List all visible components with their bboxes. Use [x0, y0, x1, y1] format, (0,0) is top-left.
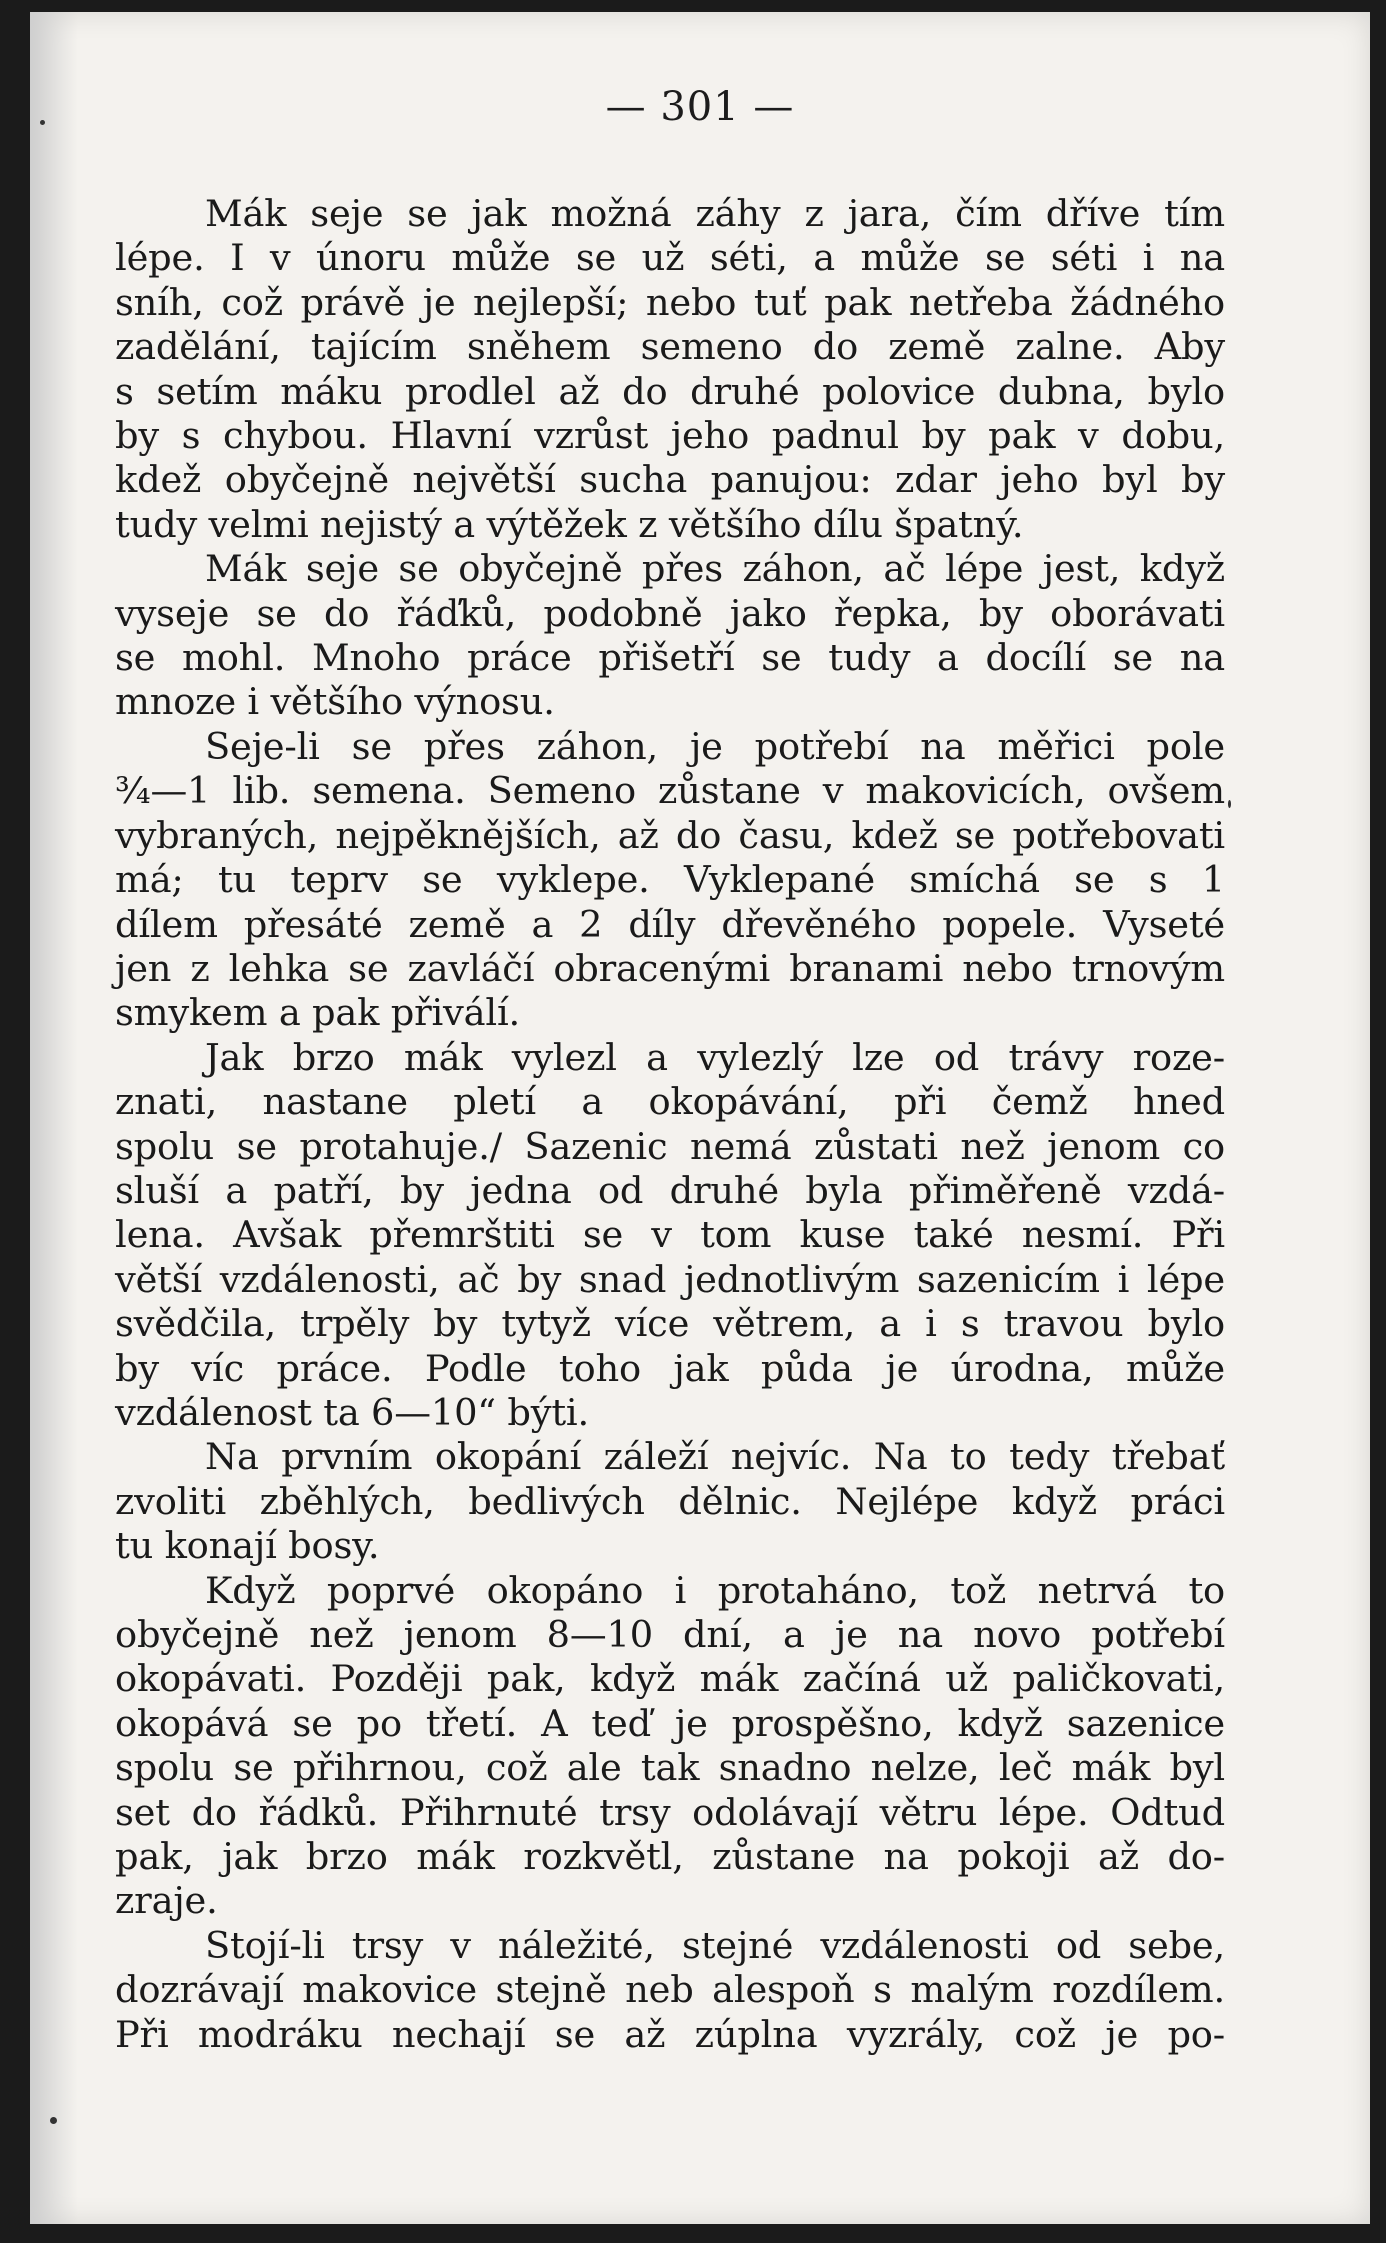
- paper-speck: [50, 2117, 57, 2124]
- text-line: Mák seje se obyčejně přes záhon, ač lépe jest, když: [205, 547, 1225, 591]
- text-line: tudy velmi nejistý a výtěžek z většího dílu špatný.: [115, 502, 1024, 546]
- text-line: by s chybou. Hlavní vzrůst jeho padnul by pak v dobu,: [115, 414, 1225, 458]
- text-line: Při modráku nechají se až zúplna vyzrály, což je po-: [115, 2012, 1225, 2056]
- text-line: vybraných, nejpěknějších, až do času, kdež se potřebovati: [115, 813, 1225, 857]
- text-line: znati, nastane pletí a okopávání, při čemž hned: [115, 1080, 1225, 1124]
- body-text: [115, 192, 1225, 2057]
- text-line: dozrávají makovice stejně neb alespoň s malým rozdílem.: [115, 1968, 1225, 2012]
- text-line: kdež obyčejně největší sucha panujou: zdar jeho byl by: [115, 458, 1225, 502]
- text-line: větší vzdálenosti, ač by snad jednotlivým sazenicím i lépe: [115, 1257, 1225, 1301]
- text-line: mnoze i většího výnosu.: [115, 680, 555, 724]
- text-line: okopávati. Později pak, když mák začíná už paličkovati,: [115, 1657, 1225, 1701]
- text-line: by víc práce. Podle toho jak půda je úrodna, může: [115, 1346, 1225, 1390]
- text-line: má; tu teprv se vyklepe. Vyklepané smíchá se s 1: [115, 858, 1225, 902]
- paper-speck: [40, 120, 45, 125]
- text-line: lena. Avšak přemrštiti se v tom kuse také nesmí. Při: [115, 1213, 1225, 1257]
- paragraph: [115, 192, 1225, 547]
- text-line: spolu se protahuje./ Sazenic nemá zůstati než jenom co: [115, 1124, 1225, 1168]
- text-line: sluší a patří, by jedna od druhé byla přiměřeně vzdá-: [115, 1168, 1225, 1212]
- paragraph: [115, 725, 1225, 1036]
- text-line: s setím máku prodlel až do druhé polovice dubna, bylo: [115, 369, 1225, 413]
- text-line: okopává se po třetí. A teď je prospěšno, když sazenice: [115, 1701, 1225, 1745]
- page-number: — 301 —: [605, 84, 795, 130]
- paragraph: [115, 1036, 1225, 1436]
- text-line: vzdálenost ta 6—10“ býti.: [115, 1390, 589, 1434]
- page-edge-shadow: [30, 12, 78, 2224]
- text-line: lépe. I v únoru může se už séti, a může se séti i na: [115, 236, 1225, 280]
- text-line: jen z lehka se zavláčí obracenými branami nebo trnovým: [115, 946, 1225, 990]
- text-line: Na prvním okopání záleží nejvíc. Na to tedy třebať: [205, 1435, 1225, 1479]
- text-line: spolu se přihrnou, což ale tak snadno nelze, leč mák byl: [115, 1746, 1225, 1790]
- text-line: Stojí-li trsy v náležité, stejné vzdálenosti od sebe,: [205, 1923, 1225, 1967]
- text-line: zadělání, tajícím sněhem semeno do země zalne. Aby: [115, 325, 1225, 369]
- text-line: ¾—1 lib. semena. Semeno zůstane v makovicích, ovšem: [115, 769, 1225, 813]
- paragraph: [115, 1435, 1225, 1568]
- text-line: obyčejně než jenom 8—10 dní, a je na novo potřebí: [115, 1613, 1225, 1656]
- book-page: [30, 12, 1370, 2224]
- text-line: tu konají bosy.: [115, 1524, 380, 1568]
- text-line: smykem a pak přiválí.: [115, 991, 521, 1035]
- paragraph: [115, 547, 1225, 725]
- paper-speck: [1228, 800, 1231, 808]
- text-line: Seje-li se přes záhon, je potřebí na měřici pole: [205, 724, 1225, 768]
- text-line: sníh, což právě je nejlepší; nebo tuť pak netřeba žádného: [115, 280, 1225, 324]
- text-line: zvoliti zběhlých, bedlivých dělnic. Nejlépe když práci: [115, 1479, 1225, 1523]
- text-line: set do řádků. Přihrnuté trsy odolávají větru lépe. Odtud: [115, 1790, 1225, 1834]
- text-line: vyseje se do řáďků, podobně jako řepka, by oborávati: [115, 591, 1225, 635]
- paragraph: [115, 1569, 1225, 1924]
- text-line: svědčila, trpěly by tytyž více větrem, a i s travou bylo: [115, 1302, 1225, 1346]
- text-line: Jak brzo mák vylezl a vylezlý lze od trávy roze-: [205, 1035, 1225, 1079]
- text-line: Když poprvé okopáno i protaháno, tož netrvá to: [205, 1568, 1225, 1612]
- text-line: pak, jak brzo mák rozkvětl, zůstane na pokoji až do-: [115, 1835, 1225, 1879]
- text-line: se mohl. Mnoho práce přišetří se tudy a docílí se na: [115, 636, 1225, 680]
- paragraph: [115, 1924, 1225, 2057]
- text-line: zraje.: [115, 1879, 218, 1923]
- text-line: Mák seje se jak možná záhy z jara, čím dříve tím: [205, 192, 1225, 235]
- text-line: dílem přesáté země a 2 díly dřevěného popele. Vyseté: [115, 902, 1225, 946]
